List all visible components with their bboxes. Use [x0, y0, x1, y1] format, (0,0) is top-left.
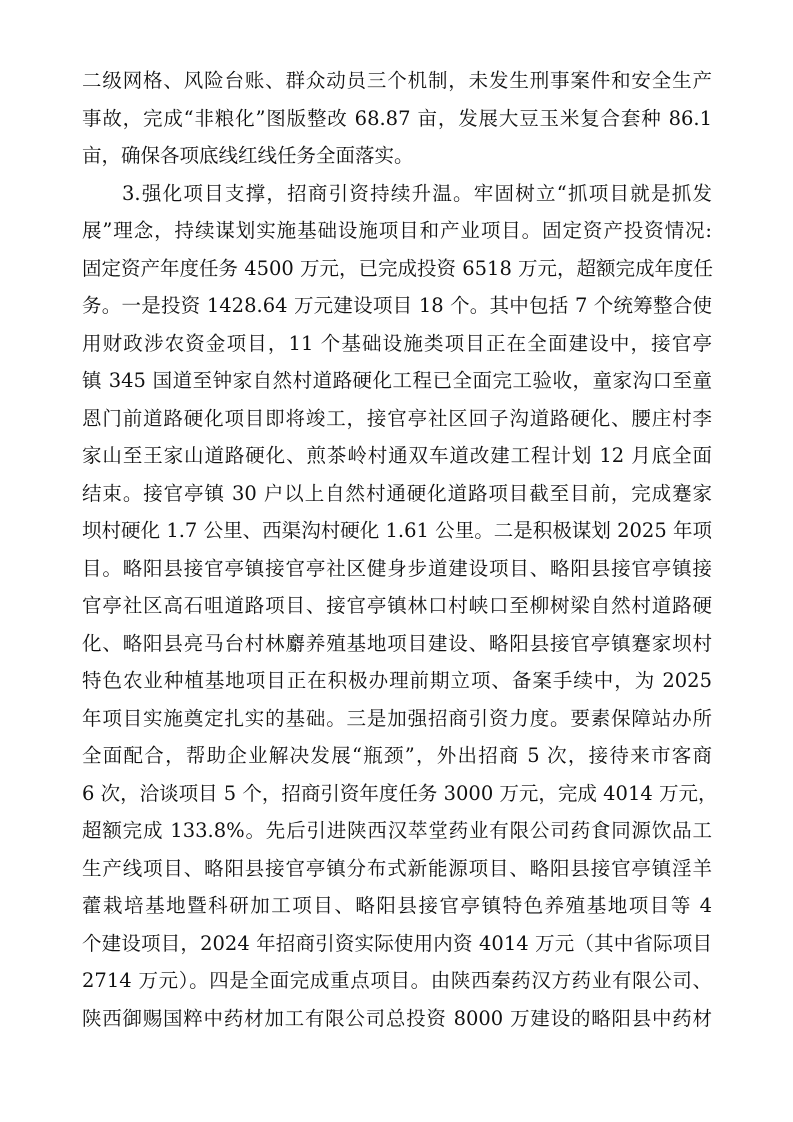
text-line: 结束。接官亭镇 30 户以上自然村通硬化道路项目截至目前，完成蹇家: [82, 481, 712, 505]
text-line: 年项目实施奠定扎实的基础。三是加强招商引资力度。要素保障站办所: [82, 706, 712, 730]
text-line: 亩，确保各项底线红线任务全面落实。: [82, 144, 414, 167]
text-line: 固定资产年度任务 4500 万元，已完成投资 6518 万元，超额完成年度任: [82, 256, 714, 280]
text-line: 2714 万元）。四是全面完成重点项目。由陕西秦药汉方药业有限公司、: [82, 969, 712, 992]
text-line: 二级网格、风险台账、群众动员三个机制，未发生刑事案件和安全生产: [82, 69, 712, 92]
text-line: 全面配合，帮助企业解决发展“瓶颈”，外出招商 5 次，接待来市客商: [82, 744, 712, 767]
document-body: [82, 62, 718, 1037]
text-line: 目。略阳县接官亭镇接官亭社区健身步道建设项目、略阳县接官亭镇接: [82, 556, 712, 580]
text-line: 6 次，洽谈项目 5 个，招商引资年度任务 3000 万元，完成 4014 万元，: [82, 781, 718, 805]
text-line: 务。一是投资 1428.64 万元建设项目 18 个。其中包括 7 个统筹整合使: [82, 294, 712, 317]
text-line: 生产线项目、略阳县接官亭镇分布式新能源项目、略阳县接官亭镇淫羊: [82, 856, 712, 880]
text-line: 坝村硬化 1.7 公里、西渠沟村硬化 1.61 公里。二是积极谋划 2025 年项: [82, 519, 712, 542]
text-line: 家山至王家山道路硬化、煎茶岭村通双车道改建工程计划 12 月底全面: [82, 444, 712, 467]
text-line: 特色农业种植基地项目正在积极办理前期立项、备案手续中，为 2025: [82, 669, 712, 692]
text-line: 镇 345 国道至钟家自然村道路硬化工程已全面完工验收，童家沟口至童: [82, 369, 712, 392]
text-line: 展”理念，持续谋划实施基础设施项目和产业项目。固定资产投资情况:: [82, 219, 712, 242]
text-line: 化、略阳县亮马台村林麝养殖基地项目建设、略阳县接官亭镇蹇家坝村: [82, 631, 712, 655]
text-line: 用财政涉农资金项目，11 个基础设施类项目正在全面建设中，接官亭: [82, 331, 712, 355]
text-line: 恩门前道路硬化项目即将竣工，接官亭社区回子沟道路硬化、腰庄村李: [82, 406, 712, 430]
text-line: 陕西御赐国粹中药材加工有限公司总投资 8000 万建设的略阳县中药材: [82, 1006, 712, 1030]
text-line: 3.强化项目支撑，招商引资持续升温。牢固树立“抓项目就是抓发: [122, 181, 712, 205]
text-line: 个建设项目，2024 年招商引资实际使用内资 4014 万元（其中省际项目: [82, 931, 712, 955]
text-line: 事故，完成“非粮化”图版整改 68.87 亩，发展大豆玉米复合套种 86.1: [82, 106, 712, 130]
text-line: 官亭社区高石咀道路项目、接官亭镇林口村峡口至柳树梁自然村道路硬: [82, 594, 712, 617]
text-line: 超额完成 133.8%。先后引进陕西汉萃堂药业有限公司药食同源饮品工: [82, 819, 712, 842]
text-line: 藿栽培基地暨科研加工项目、略阳县接官亭镇特色养殖基地项目等 4: [82, 894, 712, 917]
